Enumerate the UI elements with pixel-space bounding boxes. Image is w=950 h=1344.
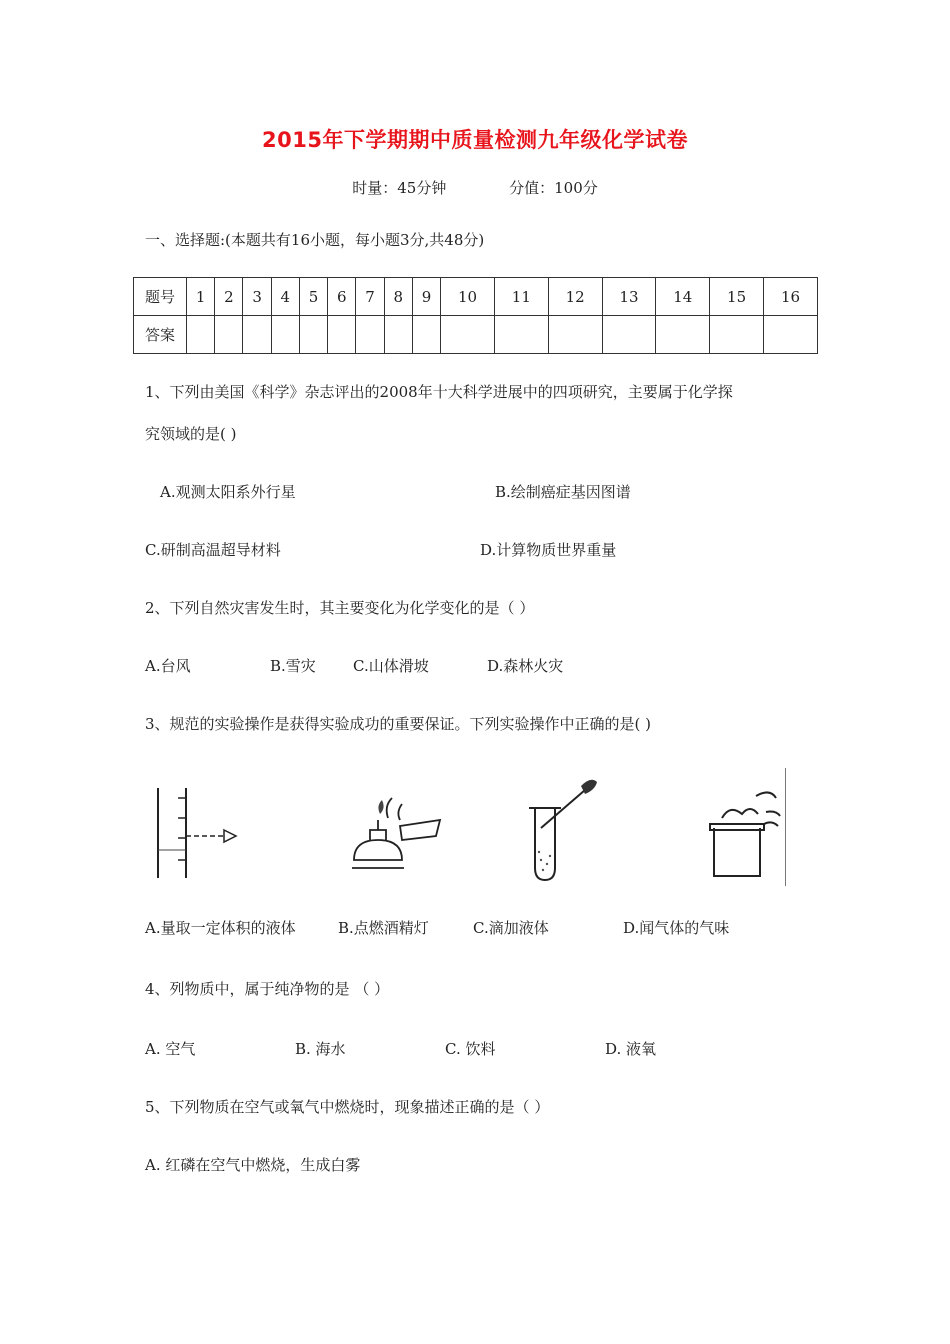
answer-cell[interactable] — [602, 316, 656, 354]
question-5-option-a: A. 红磷在空气中燃烧，生成白雾 — [145, 1156, 361, 1174]
cylinder-reading-figure — [148, 768, 248, 883]
question-4-option-a: A. 空气 — [145, 1040, 196, 1058]
table-cell: 11 — [494, 278, 548, 316]
question-3-option-b: B.点燃酒精灯 — [338, 919, 429, 937]
table-cell: 12 — [548, 278, 602, 316]
table-cell: 9 — [412, 278, 440, 316]
answer-cell[interactable] — [356, 316, 384, 354]
dropper-figure — [515, 768, 615, 883]
answer-cell[interactable] — [548, 316, 602, 354]
exam-time: 时量：45分钟 — [352, 179, 447, 197]
answer-cell[interactable] — [328, 316, 356, 354]
table-cell: 7 — [356, 278, 384, 316]
section-heading: 一、选择题:(本题共有16小题，每小题3分,共48分) — [145, 231, 485, 249]
question-5-text: 5、下列物质在空气或氧气中燃烧时，现象描述正确的是（ ） — [145, 1098, 550, 1116]
answer-cell[interactable] — [271, 316, 299, 354]
answer-table — [133, 277, 818, 354]
answer-cell[interactable] — [243, 316, 271, 354]
table-cell: 16 — [763, 278, 817, 316]
table-cell: 13 — [602, 278, 656, 316]
figure-divider — [785, 768, 786, 886]
question-3-option-c: C.滴加液体 — [473, 919, 549, 937]
exam-title: 2015年下学期期中质量检测九年级化学试卷 — [262, 128, 688, 152]
answer-cell[interactable] — [412, 316, 440, 354]
answer-cell[interactable] — [656, 316, 710, 354]
table-cell: 1 — [187, 278, 215, 316]
smell-gas-figure — [700, 768, 785, 883]
question-1-option-b: B.绘制癌症基因图谱 — [495, 483, 631, 501]
table-cell: 2 — [215, 278, 243, 316]
question-1-option-a: A.观测太阳系外行星 — [160, 483, 296, 501]
question-3-text: 3、规范的实验操作是获得实验成功的重要保证。下列实验操作中正确的是( ) — [145, 715, 652, 733]
question-2-text: 2、下列自然灾害发生时，其主要变化为化学变化的是（ ） — [145, 599, 535, 617]
table-cell: 6 — [328, 278, 356, 316]
answer-cell[interactable] — [187, 316, 215, 354]
table-cell: 15 — [710, 278, 764, 316]
table-row — [134, 278, 818, 316]
question-1-option-c: C.研制高温超导材料 — [145, 541, 281, 559]
question-3-option-a: A.量取一定体积的液体 — [145, 919, 296, 937]
exam-score: 分值：100分 — [509, 179, 598, 197]
table-cell: 10 — [441, 278, 495, 316]
question-2-option-c: C.山体滑坡 — [353, 657, 429, 675]
question-4-option-c: C. 饮料 — [445, 1040, 496, 1058]
question-4-option-b: B. 海水 — [295, 1040, 346, 1058]
question-1-text-cont: 究领域的是( ) — [145, 425, 237, 443]
answer-cell[interactable] — [763, 316, 817, 354]
table-cell: 4 — [271, 278, 299, 316]
answer-cell[interactable] — [215, 316, 243, 354]
alcohol-lamp-figure — [340, 768, 460, 883]
table-cell: 题号 — [134, 278, 187, 316]
question-2-option-a: A.台风 — [145, 657, 191, 675]
answer-cell[interactable] — [494, 316, 548, 354]
table-row — [134, 316, 818, 354]
question-1-text: 1、下列由美国《科学》杂志评出的2008年十大科学进展中的四项研究，主要属于化学探 — [145, 383, 733, 401]
table-cell: 3 — [243, 278, 271, 316]
table-cell: 14 — [656, 278, 710, 316]
answer-cell[interactable] — [441, 316, 495, 354]
question-4-text: 4、列物质中，属于纯净物的是 （ ） — [145, 980, 390, 998]
exam-meta — [0, 177, 950, 198]
table-cell: 8 — [384, 278, 412, 316]
question-1-option-d: D.计算物质世界重量 — [480, 541, 617, 559]
question-2-option-d: D.森林火灾 — [487, 657, 564, 675]
question-3-option-d: D.闻气体的气味 — [623, 919, 730, 937]
question-2-option-b: B.雪灾 — [270, 657, 316, 675]
table-cell: 答案 — [134, 316, 187, 354]
answer-cell[interactable] — [384, 316, 412, 354]
answer-cell[interactable] — [299, 316, 327, 354]
answer-cell[interactable] — [710, 316, 764, 354]
question-4-option-d: D. 液氧 — [605, 1040, 657, 1058]
table-cell: 5 — [299, 278, 327, 316]
